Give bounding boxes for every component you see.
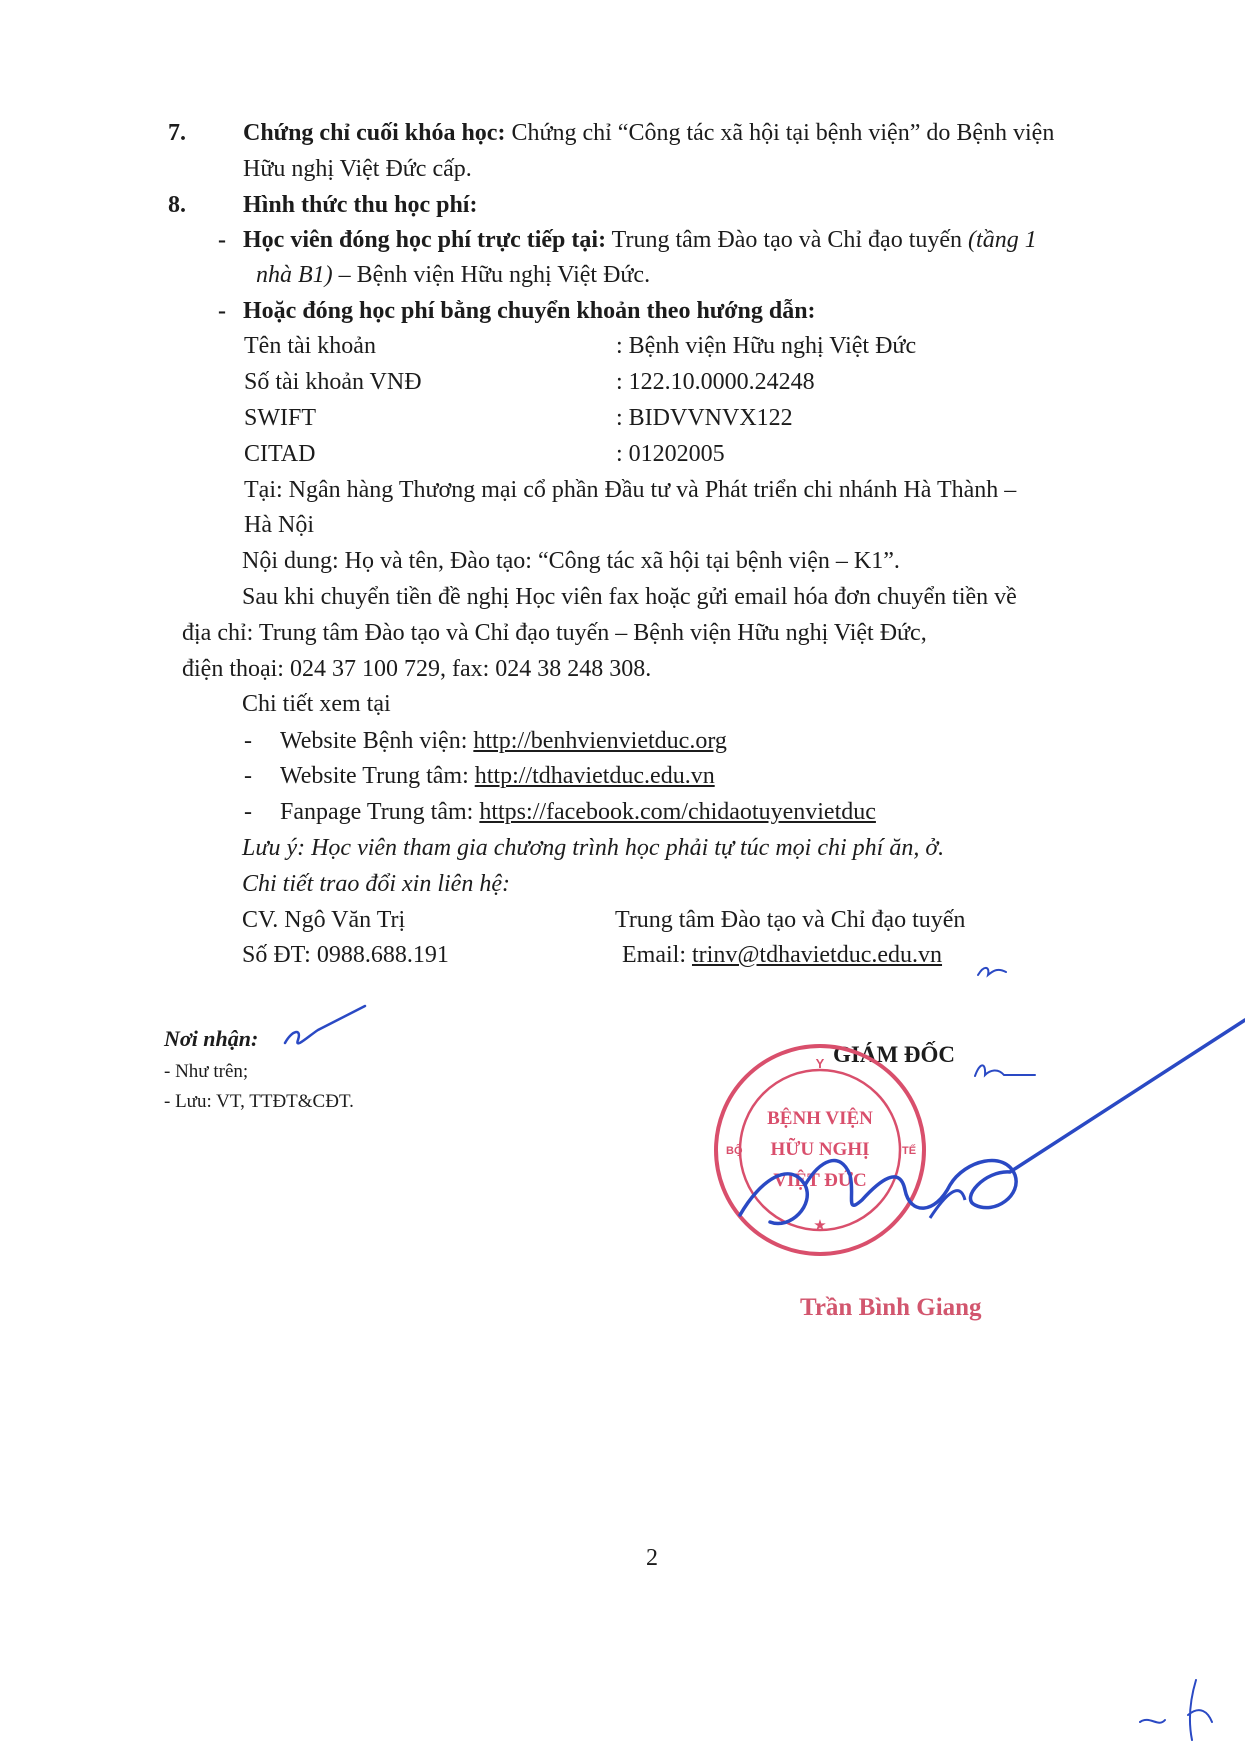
link-dash: - [244, 728, 252, 754]
director-signature [740, 1020, 1245, 1224]
bank-row-value: : 122.10.0000.24248 [616, 369, 815, 395]
contact-name: CV. Ngô Văn Trị [242, 907, 406, 933]
link-url-hospital[interactable]: http://benhvienvietduc.org [473, 728, 727, 754]
contact-org: Trung tâm Đào tạo và Chỉ đạo tuyến [615, 907, 966, 933]
transfer-dash: - [218, 298, 226, 324]
stamp-line3: VIỆT ĐỨC [773, 1170, 867, 1191]
link-dash: - [244, 763, 252, 789]
direct-line2-italic: nhà B1) [256, 262, 333, 288]
stamp-right-mark: TẾ [902, 1145, 917, 1157]
contact-intro: Chi tiết trao đổi xin liên hệ: [242, 871, 510, 897]
page-initials [1140, 1680, 1212, 1740]
after-line1: Sau khi chuyển tiền đề nghị Học viên fax hoặc gửi email hóa đơn chuyển tiền về [242, 584, 1017, 610]
direct-italic: (tầng 1 [968, 227, 1037, 253]
stamp-top-mark: Y [815, 1056, 825, 1071]
contact-phone: Số ĐT: 0988.688.191 [242, 942, 449, 968]
content-note: Nội dung: Họ và tên, Đào tạo: “Công tác xã hội tại bệnh viện – K1”. [242, 548, 900, 574]
bank-row-label: CITAD [244, 441, 316, 467]
bank-at-line2: Hà Nội [244, 512, 314, 538]
note: Lưu ý: Học viên tham gia chương trình học phải tự túc mọi chi phí ăn, ở. [242, 835, 945, 861]
link-label: Website Trung tâm: [280, 763, 475, 789]
direct-line2-text: – Bệnh viện Hữu nghị Việt Đức. [332, 262, 651, 288]
title-initials [975, 1065, 1035, 1076]
recipient-item: - Lưu: VT, TTĐT&CĐT. [164, 1091, 354, 1112]
details-intro: Chi tiết xem tại [242, 691, 391, 717]
signature-title: GIÁM ĐỐC [833, 1042, 956, 1067]
section-7-line2: Hữu nghị Việt Đức cấp. [243, 156, 472, 182]
recipient-item: - Như trên; [164, 1061, 249, 1082]
link-label: Fanpage Trung tâm: [280, 799, 480, 825]
direct-dash: - [218, 227, 226, 253]
link-url-center[interactable]: http://tdhavietduc.edu.vn [474, 763, 715, 789]
bank-at-line1: Tại: Ngân hàng Thương mại cổ phần Đầu tư và Phát triển chi nhánh Hà Thành – [244, 477, 1017, 503]
direct-label: Học viên đóng học phí trực tiếp tại: [243, 227, 607, 253]
bank-row-value: : BIDVVNVX122 [616, 405, 793, 431]
section-7-heading: Chứng chỉ cuối khóa học: [243, 120, 506, 146]
stamp-star: ★ [813, 1216, 827, 1234]
link-dash: - [244, 799, 252, 825]
direct-text: Trung tâm Đào tạo và Chỉ đạo tuyến [606, 227, 969, 253]
transfer-label: Hoặc đóng học phí bằng chuyển khoản theo hướng dẫn: [243, 298, 816, 324]
section-8-heading: Hình thức thu học phí: [243, 192, 478, 218]
stamp-line1: BỆNH VIỆN [767, 1108, 873, 1129]
after-line3: điện thoại: 024 37 100 729, fax: 024 38 248 308. [182, 656, 652, 682]
bank-row-label: Tên tài khoản [244, 333, 376, 359]
email-initials [978, 968, 1006, 975]
section-8-number: 8. [168, 192, 186, 218]
recipients-title: Nơi nhận: [164, 1026, 259, 1051]
link-label: Website Bệnh viện: [280, 728, 474, 754]
signer-name: Trần Bình Giang [800, 1294, 982, 1321]
page-number: 2 [646, 1545, 658, 1571]
stamp-line2: HỮU NGHỊ [770, 1139, 870, 1160]
link-url-fanpage[interactable]: https://facebook.com/chidaotuyenvietduc [479, 799, 876, 825]
bank-row-label: SWIFT [244, 405, 316, 431]
after-line2: địa chỉ: Trung tâm Đào tạo và Chỉ đạo tuyến – Bệnh viện Hữu nghị Việt Đức, [182, 620, 927, 646]
recipient-initials [285, 1006, 365, 1043]
stamp-left-mark: BỘ [726, 1145, 743, 1157]
bank-row-label: Số tài khoản VNĐ [244, 369, 422, 395]
bank-row-value: : Bệnh viện Hữu nghị Việt Đức [616, 333, 917, 359]
contact-email-link[interactable]: trinv@tdhavietduc.edu.vn [691, 942, 943, 968]
section-7-number: 7. [168, 120, 186, 146]
bank-row-value: : 01202005 [616, 441, 725, 467]
contact-email-label: Email: [622, 942, 692, 968]
section-7-text: Chứng chỉ “Công tác xã hội tại bệnh viện” do Bệnh viện [505, 120, 1055, 146]
